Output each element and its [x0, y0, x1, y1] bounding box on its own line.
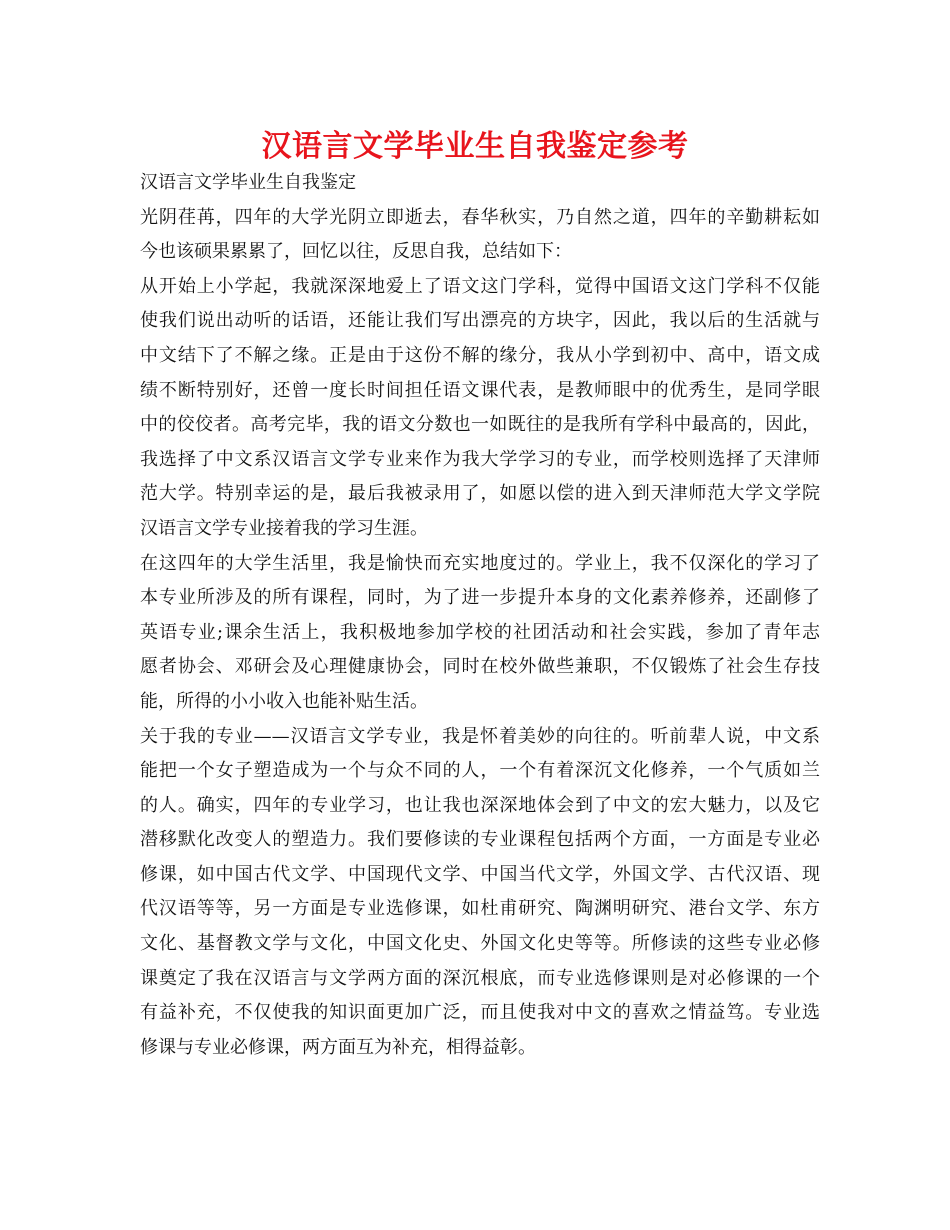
- text-line: 文化、基督教文学与文化，中国文化史、外国文化史等等。所修读的这些专业必修: [140, 933, 820, 955]
- document-body: [140, 166, 820, 1065]
- paragraph-intro: [140, 201, 820, 270]
- text-line: 课奠定了我在汉语言与文学两方面的深沉根底，而专业选修课则是对必修课的一个: [140, 967, 820, 989]
- text-line: 愿者协会、邓研会及心理健康协会，同时在校外做些兼职，不仅锻炼了社会生存技: [140, 656, 820, 678]
- paragraph-major: [140, 720, 820, 1066]
- text-line: 本专业所涉及的所有课程，同时，为了进一步提升本身的文化素养修养，还副修了: [140, 587, 820, 609]
- text-line: 光阴荏苒，四年的大学光阴立即逝去，春华秋实，乃自然之道，四年的辛勤耕耘如: [140, 206, 820, 228]
- paragraph-background: [140, 270, 820, 547]
- text-line: 潜移默化改变人的塑造力。我们要修读的专业课程包括两个方面，一方面是专业必: [140, 829, 820, 851]
- text-line: 修课，如中国古代文学、中国现代文学、中国当代文学，外国文学、古代汉语、现: [140, 863, 820, 885]
- text-line: 有益补充，不仅使我的知识面更加广泛，而且使我对中文的喜欢之情益笃。专业选: [140, 1002, 820, 1024]
- text-line: 从开始上小学起，我就深深地爱上了语文这门学科，觉得中国语文这门学科不仅能: [140, 275, 820, 297]
- document-title: 汉语言文学毕业生自我鉴定参考: [261, 129, 689, 164]
- text-line: 中的佼佼者。高考完毕，我的语文分数也一如既往的是我所有学科中最高的，因此，: [140, 414, 820, 436]
- text-line: 代汉语等等，另一方面是专业选修课，如杜甫研究、陶渊明研究、港台文学、东方: [140, 898, 820, 920]
- text-line: 使我们说出动听的话语，还能让我们写出漂亮的方块字，因此，我以后的生活就与: [140, 310, 820, 332]
- text-line: 英语专业;课余生活上，我积极地参加学校的社团活动和社会实践，参加了青年志: [140, 621, 820, 643]
- text-line: 今也该硕果累累了，回忆以往，反思自我，总结如下：: [140, 241, 572, 263]
- text-line: 能，所得的小小收入也能补贴生活。: [140, 690, 428, 712]
- text-line: 绩不断特别好，还曾一度长时间担任语文课代表，是教师眼中的优秀生，是同学眼: [140, 379, 820, 401]
- text-line: 汉语言文学专业接着我的学习生涯。: [140, 517, 428, 539]
- text-line: 的人。确实，四年的专业学习，也让我也深深地体会到了中文的宏大魅力，以及它: [140, 794, 820, 816]
- paragraph-college-life: [140, 547, 820, 720]
- text-line: 能把一个女子塑造成为一个与众不同的人，一个有着深沉文化修养，一个气质如兰: [140, 760, 820, 782]
- text-line: 我选择了中文系汉语言文学专业来作为我大学学习的专业，而学校则选择了天津师: [140, 448, 820, 470]
- text-line: 关于我的专业——汉语言文学专业，我是怀着美妙的向往的。听前辈人说，中文系: [140, 725, 820, 747]
- document-subtitle: 汉语言文学毕业生自我鉴定: [140, 172, 356, 193]
- text-line: 修课与专业必修课，两方面互为补充，相得益彰。: [140, 1036, 536, 1058]
- text-line: 中文结下了不解之缘。正是由于这份不解的缘分，我从小学到初中、高中，语文成: [140, 344, 820, 366]
- text-line: 范大学。特别幸运的是，最后我被录用了，如愿以偿的进入到天津师范大学文学院: [140, 483, 820, 505]
- text-line: 在这四年的大学生活里，我是愉快而充实地度过的。学业上，我不仅深化的学习了: [140, 552, 820, 574]
